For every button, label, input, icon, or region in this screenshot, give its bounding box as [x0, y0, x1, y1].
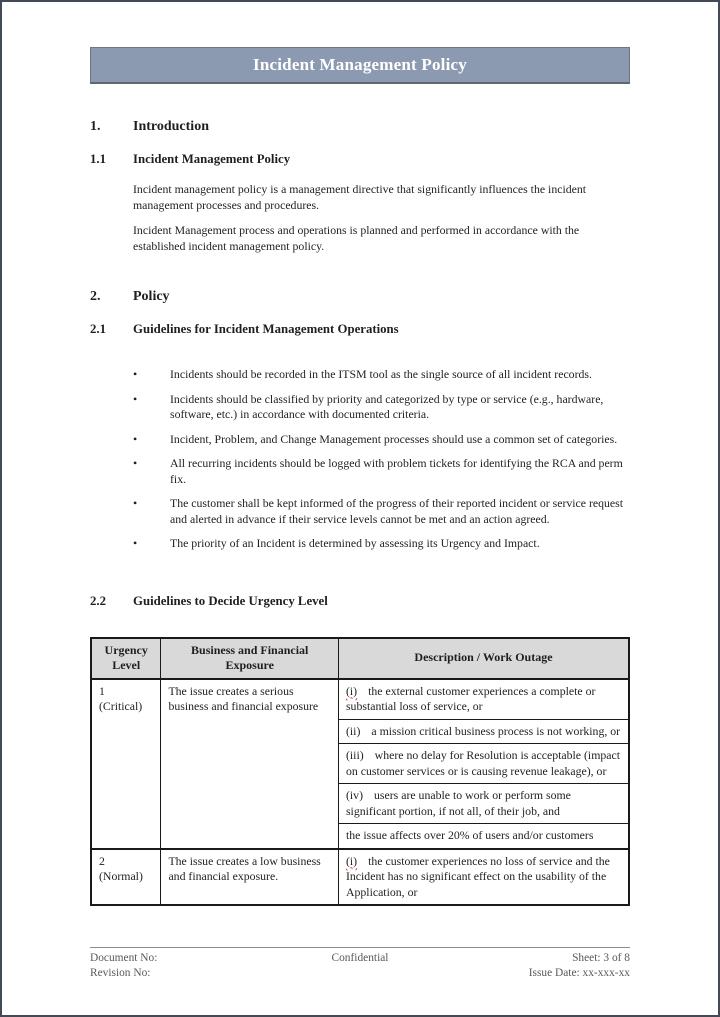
- description-cell: [338, 744, 629, 784]
- exposure-cell: The issue creates a low business and financial exposure.: [161, 849, 339, 906]
- policy-bullet-list: [90, 367, 630, 561]
- intro-paragraph-1: Incident management policy is a management directive that significantly influences the incident management processes and procedures.: [133, 182, 587, 212]
- bullet-icon: [133, 496, 170, 527]
- description-prefix: (i): [345, 853, 358, 868]
- page-footer: [90, 947, 630, 981]
- level-label: (Critical): [99, 699, 143, 713]
- list-item: [90, 432, 630, 448]
- level-label: (Normal): [99, 869, 143, 883]
- bullet-text: All recurring incidents should be logged with problem tickets for identifying the RCA and perm fix.: [170, 456, 623, 486]
- column-header-exposure: Business and Financial Exposure: [161, 638, 339, 679]
- section-1-1-heading: [90, 152, 630, 167]
- section-1-heading: [90, 119, 630, 135]
- table-row: [91, 849, 629, 906]
- bullet-icon: [133, 432, 170, 448]
- section-2-1-heading: [90, 322, 630, 337]
- description-cell: [338, 784, 629, 824]
- section-title: Guidelines to Decide Urgency Level: [133, 593, 328, 608]
- description-prefix: (ii): [345, 723, 361, 738]
- urgency-level-cell: [91, 849, 161, 906]
- section-number: 2.1: [90, 322, 106, 336]
- description-cell: [338, 679, 629, 720]
- section-title: Introduction: [133, 119, 209, 134]
- document-page: [2, 2, 718, 1015]
- section-title: Policy: [133, 289, 170, 304]
- column-header-description: Description / Work Outage: [338, 638, 629, 679]
- section-number: 1.1: [90, 152, 106, 166]
- section-number: 2.: [90, 289, 101, 304]
- section-title: Incident Management Policy: [133, 152, 291, 166]
- bullet-text: Incident, Problem, and Change Management processes should use a common set of categories.: [170, 431, 618, 446]
- description-text: where no delay for Resolution is acceptable (impact on customer services or is causing revenue leakage), or: [345, 748, 621, 778]
- footer-center: [270, 951, 450, 981]
- description-cell: the issue affects over 20% of users and/or customers: [338, 824, 629, 849]
- intro-paragraph-2: Incident Management process and operations is planned and performed in accordance with the established incident management policy.: [133, 223, 580, 253]
- confidential-label: Confidential: [331, 952, 389, 964]
- list-item: [90, 392, 630, 423]
- description-text: users are unable to work or perform some significant portion, if not all, of their job, and: [345, 788, 571, 818]
- footer-right: [450, 951, 630, 981]
- bullet-icon: [133, 536, 170, 552]
- issue-date: Issue Date: xx-xxx-xx: [528, 967, 630, 979]
- bullet-icon: [133, 367, 170, 383]
- list-item: [90, 367, 630, 383]
- exposure-cell: The issue creates a serious business and financial exposure: [161, 679, 339, 849]
- description-prefix: (iv): [345, 788, 364, 802]
- table-header-row: [91, 638, 629, 679]
- urgency-level-table: [90, 637, 630, 907]
- bullet-text: Incidents should be recorded in the ITSM tool as the single source of all incident records.: [170, 367, 592, 381]
- bullet-text: Incidents should be classified by priority and categorized by type or service (e.g., hardware, software, etc.) in accordance with documented criteria.: [170, 391, 604, 421]
- level-number: 1: [99, 683, 105, 698]
- list-item: [90, 496, 630, 527]
- urgency-level-cell: [91, 679, 161, 849]
- section-number: 1.: [90, 119, 101, 134]
- description-text: the external customer experiences a complete or substantial loss of service, or: [345, 683, 596, 713]
- description-cell: [338, 849, 629, 906]
- table-row: [91, 679, 629, 720]
- list-item: [90, 536, 630, 552]
- description-prefix: (i): [345, 683, 358, 698]
- bullet-icon: [133, 456, 170, 487]
- bullet-text: The priority of an Incident is determined by assessing its Urgency and Impact.: [170, 536, 540, 550]
- sheet-number: Sheet: 3 of 8: [572, 952, 630, 964]
- section-title: Guidelines for Incident Management Operations: [133, 322, 399, 336]
- bullet-icon: [133, 392, 170, 423]
- footer-left: [90, 951, 270, 981]
- document-no-label: Document No:: [90, 952, 158, 964]
- bullet-text: The customer shall be kept informed of the progress of their reported incident or service request and alerted in advance if their service levels cannot be met and an action agreed.: [170, 496, 624, 526]
- section-number: 2.2: [90, 593, 106, 608]
- document-title-banner: [90, 47, 630, 84]
- list-item: [90, 456, 630, 487]
- revision-no-label: Revision No:: [90, 967, 151, 979]
- column-header-urgency-level: Urgency Level: [91, 638, 161, 679]
- level-number: 2: [99, 853, 105, 868]
- description-prefix: (iii): [345, 748, 364, 762]
- section-2-2-heading: [90, 594, 630, 609]
- description-text: the customer experiences no loss of service and the Incident has no significant effect on the usability of the Application, or: [345, 853, 610, 899]
- document-title: Incident Management Policy: [253, 55, 467, 74]
- section-2-heading: [90, 289, 630, 305]
- description-text: a mission critical business process is not working, or: [371, 723, 621, 738]
- description-cell: [338, 719, 629, 744]
